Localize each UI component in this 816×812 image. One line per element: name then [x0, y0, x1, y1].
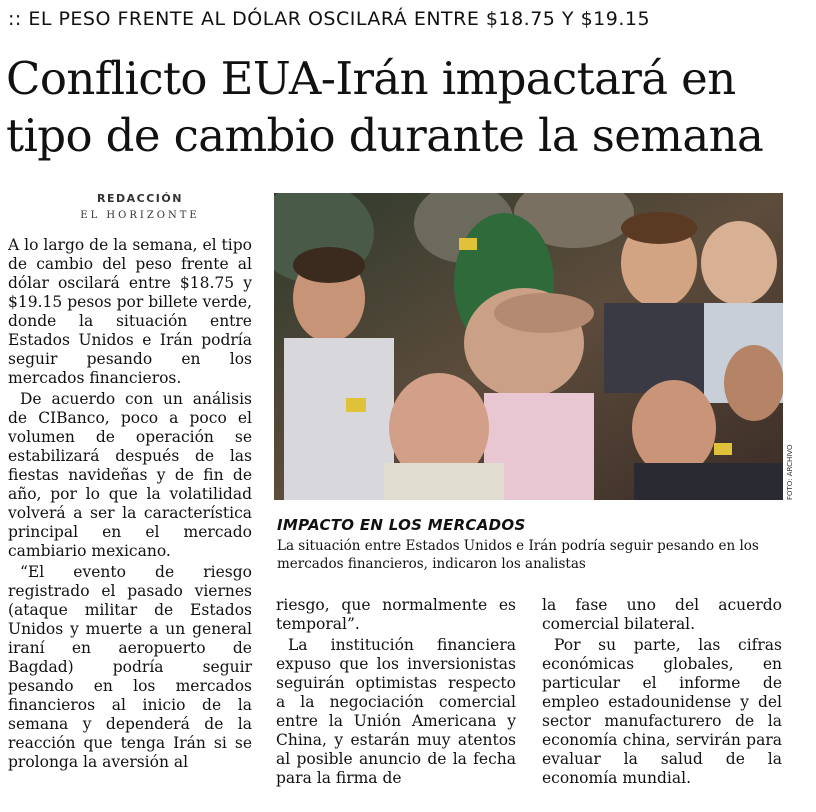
headline-line-2: tipo de cambio durante la semana	[6, 109, 764, 162]
headline-line-1: Conflicto EUA-Irán impactará en	[6, 52, 736, 105]
headline[interactable]	[6, 50, 812, 164]
paragraph: De acuerdo con un análisis de CIBanco, poco a poco el volumen de operación se estabilizará después de las fiestas navideñas y de fin de año, por lo que la volatilidad volverá a ser la característica principal en el mercado cambiario mexicano.	[8, 390, 252, 560]
body-column-3	[542, 596, 782, 812]
paragraph: La institución financiera expuso que los inversionistas seguirán optimistas respecto a la negociación comercial entre la Unión Americana y China, y estarán muy atentos al posible anuncio de la fecha para la firma de	[276, 636, 516, 787]
byline-author: REDACCIÓN	[97, 192, 183, 205]
market-traders-photo	[274, 193, 783, 500]
paragraph: A lo largo de la semana, el tipo de cambio del peso frente al dólar oscilará entre $18.75 y $19.15 pesos por billete verde, donde la situación entre Estados Unidos e Irán podría seguir pesando en los mercados financieros.	[8, 236, 252, 387]
article-photo[interactable]	[274, 193, 783, 500]
body-column-2	[276, 596, 516, 812]
caption-text: La situación entre Estados Unidos e Irán podría seguir pesando en los mercados financieros, indicaron los analistas	[277, 538, 759, 572]
paragraph: la fase uno del acuerdo comercial bilateral.	[542, 596, 782, 633]
paragraph: “El evento de riesgo registrado el pasado viernes (ataque militar de Estados Unidos y muerte a un general iraní en aeropuerto de Bagdad) podría seguir pesando en los mercados financieros al inicio de la semana y dependerá de la reacción que tenga Irán si se prolonga la aversión al	[8, 563, 252, 771]
caption-title: IMPACTO EN LOS MERCADOS	[277, 516, 526, 534]
photo-credit: FOTO: ARCHIVO	[786, 444, 794, 500]
paragraph: riesgo, que normalmente es temporal”.	[276, 596, 516, 633]
paragraph: Por su parte, las cifras económicas globales, en particular el informe de empleo estadounidense y del sector manufacturero de la economía china, servirán para evaluar la salud de la economía mundial.	[542, 636, 782, 787]
section-kicker: :: EL PESO FRENTE AL DÓLAR OSCILARÁ ENTRE $18.75 Y $19.15	[8, 8, 651, 30]
byline-outlet: EL HORIZONTE	[80, 210, 200, 221]
body-column-1	[8, 236, 252, 812]
